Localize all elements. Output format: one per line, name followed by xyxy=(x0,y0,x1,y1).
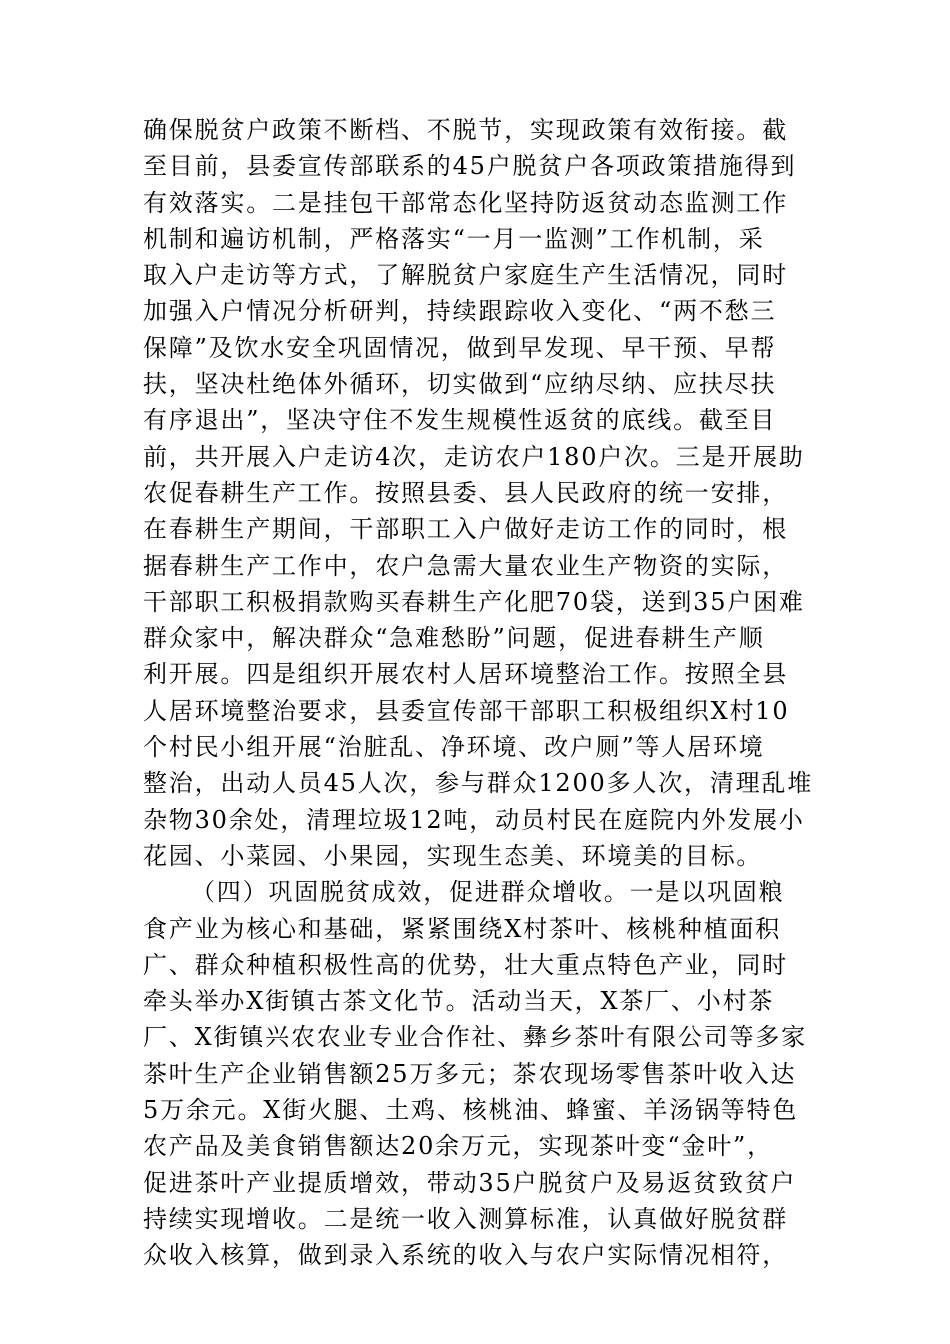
text-line: 5万余元。X街火腿、土鸡、核桃油、蜂蜜、羊汤锅等特色 xyxy=(143,1096,799,1125)
text-line: 整治，出动人员45人次，参与群众1200多人次，清理乱堆 xyxy=(143,769,814,798)
text-line: 花园、小菜园、小果园，实现生态美、环境美的目标。 xyxy=(143,841,763,870)
text-line: 持续实现增收。二是统一收入测算标准，认真做好脱贫群 xyxy=(143,1204,788,1233)
text-line: 机制和遍访机制，严格落实“一月一监测”工作机制，采 xyxy=(143,224,765,253)
text-line: 个村民小组开展“治脏乱、净环境、改户厕”等人居环境 xyxy=(143,733,765,762)
text-line: 在春耕生产期间，干部职工入户做好走访工作的同时，根 xyxy=(143,515,788,544)
text-line: 食产业为核心和基础，紧紧围绕X村茶叶、核桃种植面积 xyxy=(143,914,782,943)
text-line: 促进茶叶产业提质增效，带动35户脱贫户及易返贫致贫户 xyxy=(143,1168,797,1197)
text-line: 众收入核算，做到录入系统的收入与农户实际情况相符， xyxy=(143,1241,788,1270)
text-line: 加强入户情况分析研判，持续跟踪收入变化、“两不愁三 xyxy=(143,297,777,326)
text-line: 据春耕生产工作中，农户急需大量农业生产物资的实际， xyxy=(143,551,788,580)
text-line: 农促春耕生产工作。按照县委、县人民政府的统一安排， xyxy=(143,478,788,507)
text-line: 取入户走访等方式，了解脱贫户家庭生产生活情况，同时 xyxy=(143,261,788,290)
text-line: 至目前，县委宣传部联系的45户脱贫户各项政策措施得到 xyxy=(143,152,797,181)
text-line: 农产品及美食销售额达20余万元，实现茶叶变“金叶”， xyxy=(143,1132,773,1161)
text-line: 人居环境整治要求，县委宣传部干部职工积极组织X村10 xyxy=(143,696,790,725)
text-line: 牵头举办X街镇古茶文化节。活动当天，X茶厂、小村茶 xyxy=(143,987,775,1016)
text-line: 利开展。四是组织开展农村人居环境整治工作。按照全县 xyxy=(143,660,788,689)
text-line: 确保脱贫户政策不断档、不脱节，实现政策有效衔接。截 xyxy=(143,116,788,144)
section-heading-line: （四）巩固脱贫成效，促进群众增收。一是以巩固粮 xyxy=(191,878,785,907)
text-line: 茶叶生产企业销售额25万多元；茶农现场零售茶叶收入达 xyxy=(143,1059,797,1088)
text-line: 前，共开展入户走访4次，走访农户180户次。三是开展助 xyxy=(143,442,805,471)
text-line: 干部职工积极捐款购买春耕生产化肥70袋，送到35户困难 xyxy=(143,587,805,616)
text-line: 保障”及饮水安全巩固情况，做到早发现、早干预、早帮 xyxy=(143,333,777,362)
text-line: 有序退出”，坚决守住不发生规模性返贫的底线。截至目 xyxy=(143,406,777,435)
text-line: 群众家中，解决群众“急难愁盼”问题，促进春耕生产顺 xyxy=(143,624,765,653)
text-line: 杂物30余处，清理垃圾12吨，动员村民在庭院内外发展小 xyxy=(143,805,805,834)
text-line: 广、群众种植积极性高的优势，壮大重点特色产业，同时 xyxy=(143,950,788,979)
text-line: 有效落实。二是挂包干部常态化坚持防返贫动态监测工作 xyxy=(143,188,788,217)
text-line: 厂、X街镇兴农农业专业合作社、彝乡茶叶有限公司等多家 xyxy=(143,1023,807,1052)
text-line: 扶，坚决杜绝体外循环，切实做到“应纳尽纳、应扶尽扶 xyxy=(143,370,777,399)
body-text xyxy=(143,112,814,1274)
